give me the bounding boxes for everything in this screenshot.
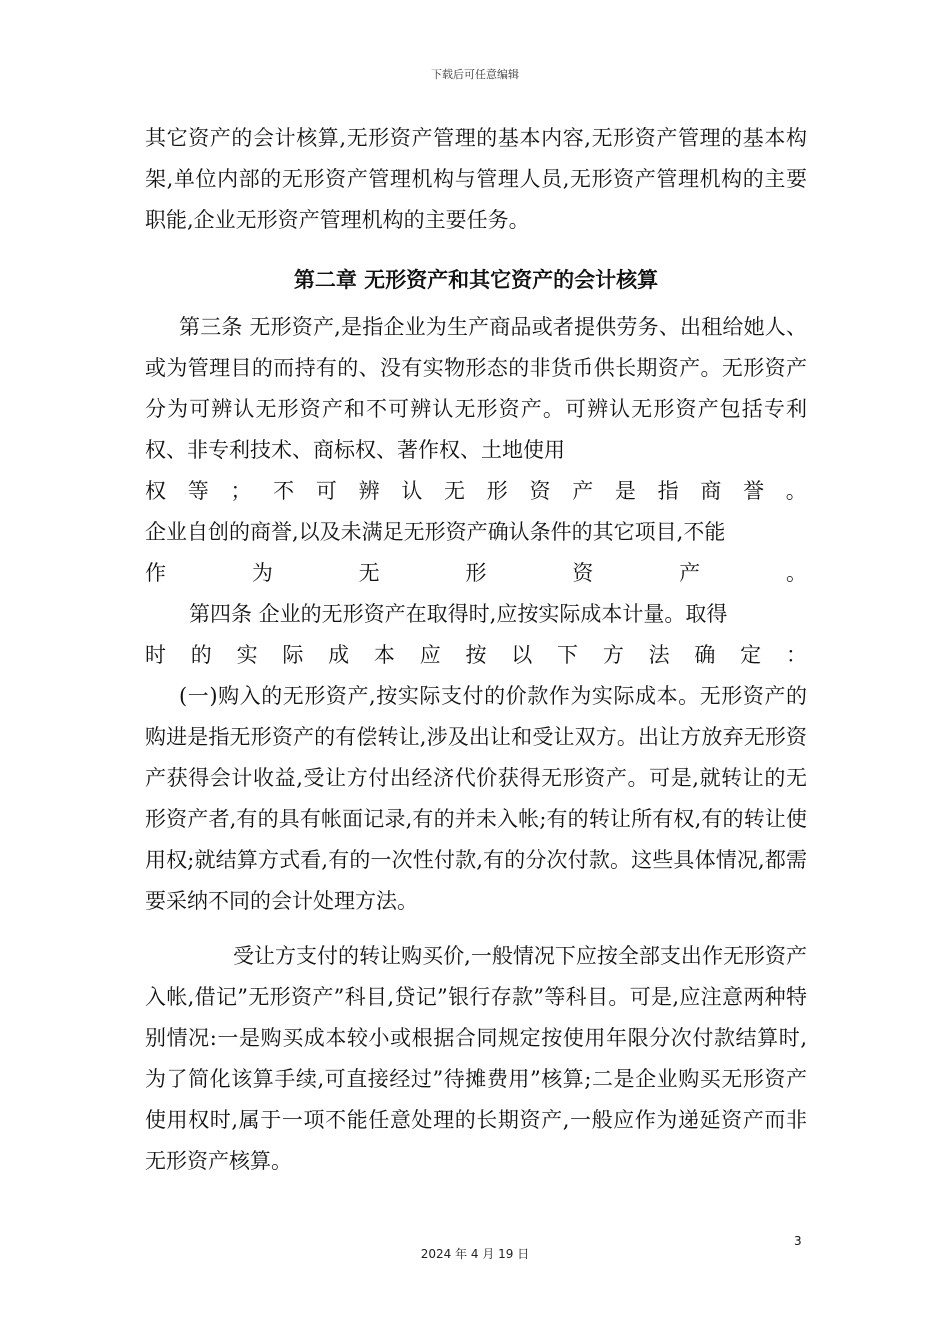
spaced-char: 指 <box>657 479 679 503</box>
paragraph-article-3: 第三条 无形资产,是指企业为生产商品或者提供劳务、出租给她人、或为管理目的而持有的、没有实物形态的非货币供长期资产。无形资产分为可辨认无形资产和不可辨认无形资产。可辨认无形资产包括专利权、非专利技术、商标权、著作权、土地使用 <box>145 315 807 462</box>
spaced-char: 认 <box>401 479 423 503</box>
page-footer-date: 2024 年 4 月 19 日 <box>420 1247 530 1261</box>
paragraph-article-3-cont: 企业自创的商誉,以及未满足无形资产确认条件的其它项目,不能 <box>145 520 726 544</box>
page-header: 下载后可任意编辑 <box>431 68 519 81</box>
spaced-char: 权 <box>145 479 166 503</box>
spaced-char: 无 <box>444 479 466 503</box>
spaced-char: ； <box>230 479 252 503</box>
spaced-char: 。 <box>785 479 807 503</box>
spaced-char: 按 <box>465 643 487 667</box>
spaced-char: 作 <box>145 561 166 585</box>
page-number: 3 <box>794 1234 802 1248</box>
spaced-char: 确 <box>694 643 716 667</box>
spaced-char: ： <box>785 643 807 667</box>
spaced-char: 形 <box>465 561 487 585</box>
spaced-line-1 <box>145 471 807 512</box>
spaced-char: 应 <box>419 643 441 667</box>
spaced-char: 以 <box>511 643 533 667</box>
paragraph-intro: 其它资产的会计核算,无形资产管理的基本内容,无形资产管理的基本构架,单位内部的无形资产管理机构与管理人员,无形资产管理机构的主要职能,企业无形资产管理机构的主要任务。 <box>145 126 807 232</box>
spaced-char: 形 <box>486 479 508 503</box>
spaced-char: 资 <box>529 479 551 503</box>
spaced-char: 为 <box>251 561 273 585</box>
spaced-char: 时 <box>145 643 166 667</box>
spaced-char: 等 <box>187 479 209 503</box>
spaced-char: 资 <box>572 561 594 585</box>
spaced-char: 际 <box>282 643 304 667</box>
spaced-char: 。 <box>785 561 807 585</box>
spaced-char: 产 <box>679 561 701 585</box>
spaced-char: 可 <box>315 479 337 503</box>
spaced-char: 无 <box>358 561 380 585</box>
chapter-title: 第二章 无形资产和其它资产的会计核算 <box>293 268 659 292</box>
spaced-char: 下 <box>557 643 579 667</box>
spaced-char: 本 <box>373 643 395 667</box>
spaced-char: 誉 <box>743 479 765 503</box>
paragraph-article-4: 第四条 企业的无形资产在取得时,应按实际成本计量。取得 <box>189 602 728 626</box>
spaced-char: 辨 <box>358 479 380 503</box>
spaced-line-3 <box>145 635 807 676</box>
spaced-char: 的 <box>190 643 212 667</box>
spaced-char: 方 <box>602 643 624 667</box>
spaced-char: 商 <box>700 479 722 503</box>
paragraph-transfer: 受让方支付的转让购买价,一般情况下应按全部支出作无形资产入帐,借记”无形资产”科目,贷记”银行存款”等科目。可是,应注意两种特别情况:一是购买成本较小或根据合同规定按使用年限分次付款结算时,为了简化该算手续,可直接经过”待摊费用”核算;二是企业购买无形资产使用权时,属于一项不能任意处理的长期资产,一般应作为递延资产而非无形资产核算。 <box>145 944 807 1173</box>
spaced-char: 不 <box>273 479 295 503</box>
spaced-char: 定 <box>740 643 762 667</box>
spaced-char: 是 <box>614 479 636 503</box>
spaced-char: 法 <box>648 643 670 667</box>
spaced-line-2 <box>145 553 807 594</box>
paragraph-purchase: (一)购入的无形资产,按实际支付的价款作为实际成本。无形资产的购进是指无形资产的有偿转让,涉及出让和受让双方。出让方放弃无形资产获得会计收益,受让方付出经济代价获得无形资产。可是,就转让的无形资产者,有的具有帐面记录,有的并未入帐;有的转让所有权,有的转让使用权;就结算方式看,有的一次性付款,有的分次付款。这些具体情况,都需要采纳不同的会计处理方法。 <box>145 684 807 913</box>
document-body <box>145 118 807 1182</box>
spaced-char: 产 <box>572 479 594 503</box>
spaced-char: 成 <box>328 643 350 667</box>
spaced-char: 实 <box>236 643 258 667</box>
